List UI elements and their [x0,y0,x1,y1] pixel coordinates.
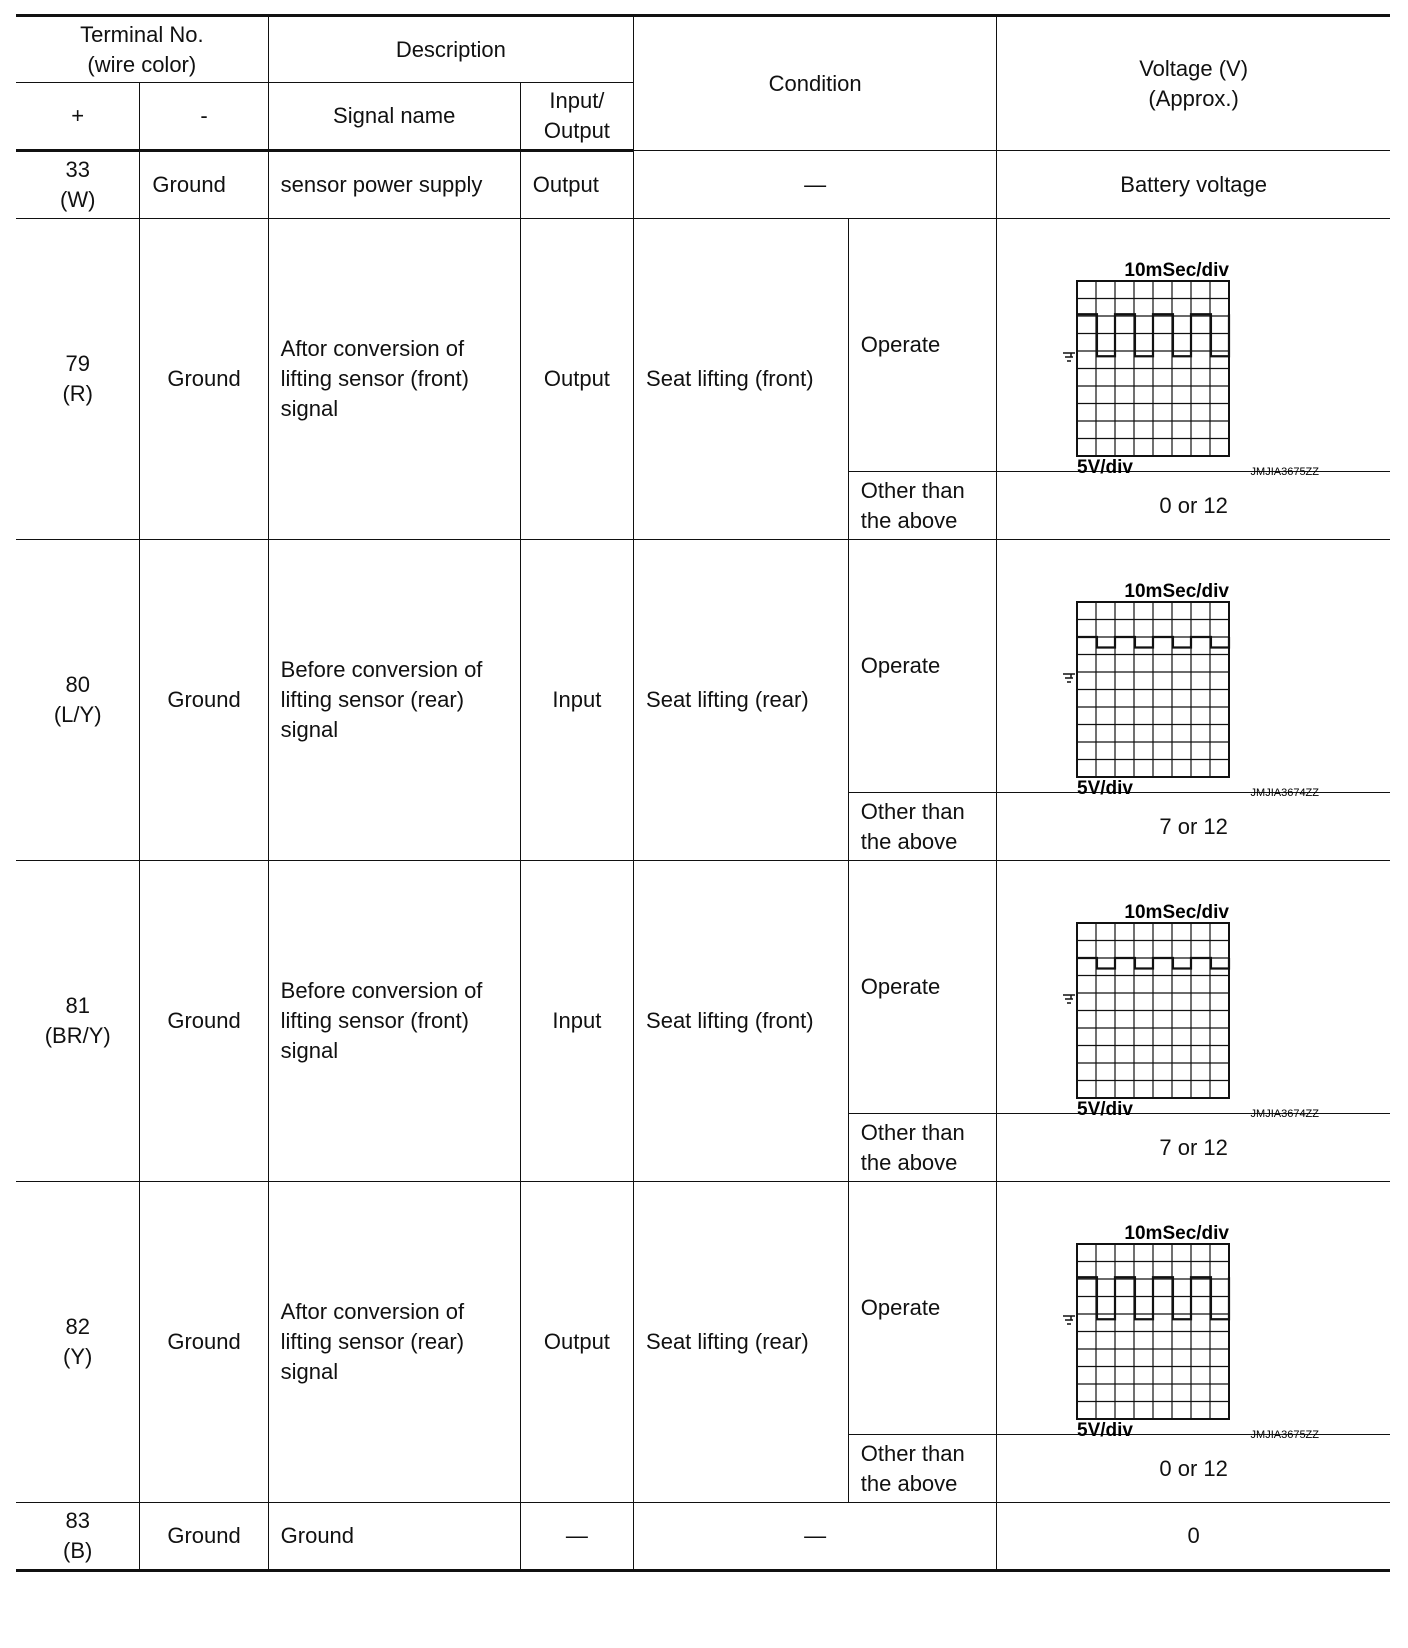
ground-symbol-icon [1063,674,1075,682]
other-voltage-cell: 7 or 12 [997,793,1390,861]
time-division-label: 10mSec/div [1124,902,1230,923]
time-division-label: 10mSec/div [1124,1223,1230,1244]
waveform-cell [997,219,1390,478]
condition-cell: Seat lifting (rear) [634,540,849,861]
signal-cell: Ground [268,1503,520,1571]
ground-symbol-icon [1063,353,1075,361]
condition-cell: — [634,151,997,219]
other-condition-cell: Other than the above [848,793,997,861]
table-row [16,151,1390,219]
terminal-spec-table [16,14,1390,1572]
terminal-cell: 82 (Y) [16,1182,140,1503]
waveform-trace [1077,314,1229,356]
voltage-division-label: 5V/div [1077,457,1134,478]
table-row [16,1182,1390,1435]
header-terminal: Terminal No. (wire color) [16,16,268,83]
waveform-trace [1077,958,1229,969]
voltage-cell: Battery voltage [997,151,1390,219]
figure-code-label: JMJIA3674ZZ [1250,787,1320,799]
table-row [16,861,1390,1114]
other-voltage-cell: 0 or 12 [997,472,1390,540]
ground-symbol-icon [1063,1316,1075,1324]
terminal-cell: 81 (BR/Y) [16,861,140,1182]
io-cell: — [520,1503,633,1571]
ground-cell: Ground [140,1182,268,1503]
voltage-cell: 0 [997,1503,1390,1571]
ground-cell: Ground [140,540,268,861]
scope-svg [997,861,1365,1120]
operate-cell: Operate [848,1182,997,1435]
other-voltage-cell: 7 or 12 [997,1114,1390,1182]
signal-cell: Before conversion of lifting sensor (rear) signal [268,540,520,861]
terminal-cell: 33 (W) [16,151,140,219]
signal-cell: Before conversion of lifting sensor (front) signal [268,861,520,1182]
other-condition-cell: Other than the above [848,472,997,540]
figure-code-label: JMJIA3674ZZ [1250,1108,1320,1120]
scope-grid [1077,1244,1229,1419]
ground-cell: Ground [140,861,268,1182]
ground-cell: Ground [140,151,268,219]
io-cell: Output [520,151,633,219]
header-io: Input/ Output [520,83,633,151]
waveform-trace [1077,637,1229,648]
scope-grid [1077,923,1229,1098]
operate-cell: Operate [848,219,997,472]
signal-cell: sensor power supply [268,151,520,219]
header-minus: - [140,83,268,151]
condition-cell: Seat lifting (front) [634,861,849,1182]
figure-code-label: JMJIA3675ZZ [1250,1429,1320,1441]
signal-cell: Aftor conversion of lifting sensor (rear) signal [268,1182,520,1503]
ground-cell: Ground [140,1503,268,1571]
header-description: Description [268,16,633,83]
scope-svg [997,540,1365,799]
other-voltage-cell: 0 or 12 [997,1435,1390,1503]
table-row [16,540,1390,793]
signal-cell: Aftor conversion of lifting sensor (front) signal [268,219,520,540]
oscilloscope-waveform [997,219,1390,478]
table-row [16,219,1390,472]
io-cell: Output [520,1182,633,1503]
io-cell: Input [520,861,633,1182]
scope-svg [997,1182,1365,1441]
operate-cell: Operate [848,861,997,1114]
header-voltage: Voltage (V) (Approx.) [997,16,1390,151]
terminal-cell: 80 (L/Y) [16,540,140,861]
io-cell: Output [520,219,633,540]
scope-grid [1077,281,1229,456]
other-condition-cell: Other than the above [848,1435,997,1503]
voltage-division-label: 5V/div [1077,1420,1134,1441]
condition-cell: Seat lifting (front) [634,219,849,540]
time-division-label: 10mSec/div [1124,260,1230,281]
operate-cell: Operate [848,540,997,793]
terminal-cell: 83 (B) [16,1503,140,1571]
oscilloscope-waveform [997,1182,1390,1441]
terminal-cell: 79 (R) [16,219,140,540]
figure-code-label: JMJIA3675ZZ [1250,466,1320,478]
other-condition-cell: Other than the above [848,1114,997,1182]
ground-symbol-icon [1063,995,1075,1003]
waveform-cell [997,1182,1390,1441]
condition-cell: — [634,1503,997,1571]
ground-cell: Ground [140,219,268,540]
header-plus: + [16,83,140,151]
waveform-cell [997,861,1390,1120]
scope-svg [997,219,1365,478]
table-row [16,1503,1390,1571]
time-division-label: 10mSec/div [1124,581,1230,602]
waveform-trace [1077,1277,1229,1319]
scope-grid [1077,602,1229,777]
oscilloscope-waveform [997,861,1390,1120]
voltage-division-label: 5V/div [1077,778,1134,799]
io-cell: Input [520,540,633,861]
voltage-division-label: 5V/div [1077,1099,1134,1120]
header-condition: Condition [634,16,997,151]
oscilloscope-waveform [997,540,1390,799]
header-signal-name: Signal name [268,83,520,151]
waveform-cell [997,540,1390,799]
condition-cell: Seat lifting (rear) [634,1182,849,1503]
